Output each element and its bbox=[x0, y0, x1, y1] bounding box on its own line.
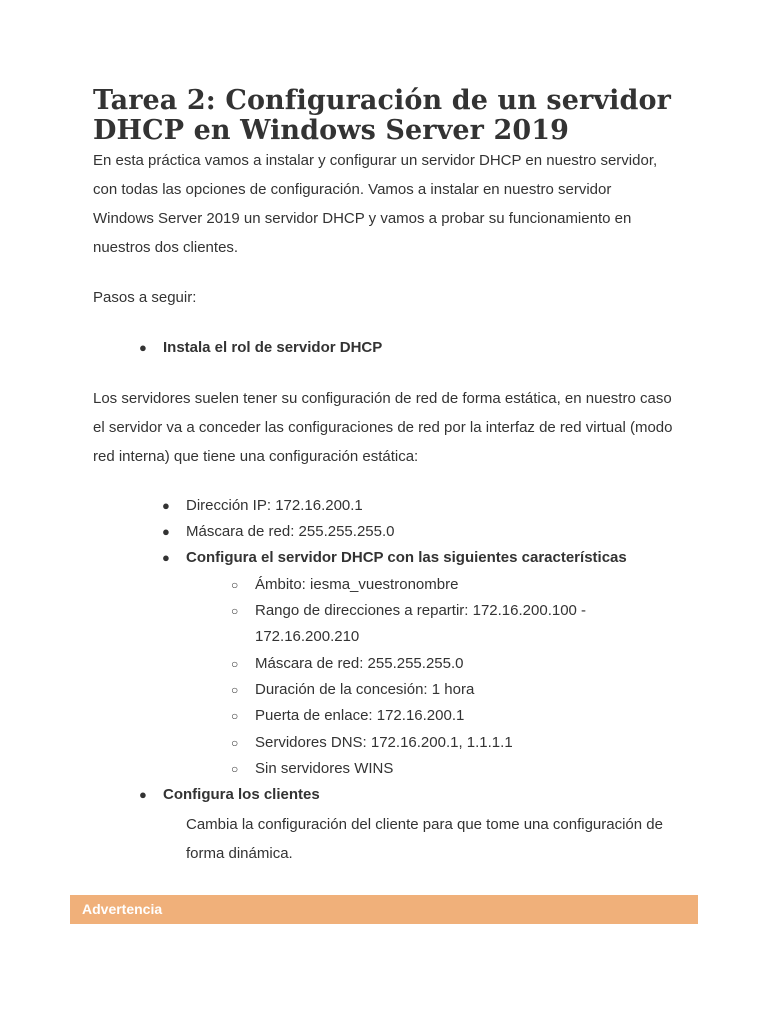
warning-banner-label: Advertencia bbox=[82, 901, 163, 917]
bullet-icon: ● bbox=[162, 550, 170, 565]
warning-banner bbox=[70, 895, 698, 924]
intro-paragraph bbox=[93, 146, 683, 262]
range-label-line-1: Rango de direcciones a repartir: 172.16.200.100 - bbox=[255, 602, 587, 619]
bullet-icon: ● bbox=[162, 524, 170, 539]
circle-bullet-icon: ○ bbox=[231, 762, 239, 776]
range-label-line-2: 172.16.200.210 bbox=[255, 628, 360, 645]
list-item-configure-dhcp bbox=[162, 545, 627, 571]
intro-line-3: Windows Server 2019 un servidor DHCP y vamos a probar su funcionamiento en bbox=[93, 210, 632, 227]
title-line-2: DHCP en Windows Server 2019 bbox=[93, 115, 570, 146]
sub-mask-label: Máscara de red: 255.255.255.0 bbox=[255, 655, 464, 672]
circle-bullet-icon: ○ bbox=[231, 709, 239, 723]
bullet-icon: ● bbox=[139, 787, 147, 802]
configure-dhcp-label: Configura el servidor DHCP con las siguientes características bbox=[186, 549, 627, 566]
dns-label: Servidores DNS: 172.16.200.1, 1.1.1.1 bbox=[255, 734, 513, 751]
steps-heading: Pasos a seguir: bbox=[93, 289, 197, 306]
clients-paragraph bbox=[186, 810, 686, 868]
servers-line-3: red interna) que tiene una configuración estática: bbox=[93, 448, 419, 465]
lease-label: Duración de la concesión: 1 hora bbox=[255, 681, 475, 698]
bullet-icon: ● bbox=[139, 340, 147, 355]
sub-item-dns bbox=[231, 730, 513, 756]
step-configure-clients-label: Configura los clientes bbox=[163, 786, 320, 803]
scope-label: Ámbito: iesma_vuestronombre bbox=[255, 576, 459, 593]
sub-item-range-continued bbox=[255, 624, 359, 650]
sub-item-scope bbox=[231, 572, 459, 598]
page-title bbox=[93, 86, 693, 146]
sub-item-wins bbox=[231, 756, 394, 782]
servers-line-1: Los servidores suelen tener su configuración de red de forma estática, en nuestro caso bbox=[93, 390, 672, 407]
servers-paragraph bbox=[93, 384, 683, 471]
list-item-ip bbox=[162, 493, 363, 519]
step-install-role-label: Instala el rol de servidor DHCP bbox=[163, 339, 383, 356]
step-configure-clients bbox=[139, 782, 320, 808]
title-line-1: Tarea 2: Configuración de un servidor bbox=[93, 85, 671, 116]
circle-bullet-icon: ○ bbox=[231, 683, 239, 697]
bullet-icon: ● bbox=[162, 498, 170, 513]
clients-line-2: forma dinámica. bbox=[186, 845, 293, 862]
mask-label: Máscara de red: 255.255.255.0 bbox=[186, 523, 395, 540]
intro-line-1: En esta práctica vamos a instalar y configurar un servidor DHCP en nuestro servidor, bbox=[93, 152, 658, 169]
circle-bullet-icon: ○ bbox=[231, 604, 239, 618]
intro-line-4: nuestros dos clientes. bbox=[93, 239, 239, 256]
circle-bullet-icon: ○ bbox=[231, 657, 239, 671]
circle-bullet-icon: ○ bbox=[231, 578, 239, 592]
gateway-label: Puerta de enlace: 172.16.200.1 bbox=[255, 707, 465, 724]
servers-line-2: el servidor va a conceder las configuraciones de red por la interfaz de red virtual (modo bbox=[93, 419, 673, 436]
wins-label: Sin servidores WINS bbox=[255, 760, 394, 777]
sub-item-range bbox=[231, 598, 587, 624]
sub-item-gateway bbox=[231, 703, 465, 729]
step-install-role bbox=[139, 335, 383, 361]
circle-bullet-icon: ○ bbox=[231, 736, 239, 750]
sub-item-lease bbox=[231, 677, 475, 703]
intro-line-2: con todas las opciones de configuración. Vamos a instalar en nuestro servidor bbox=[93, 181, 612, 198]
list-item-mask bbox=[162, 519, 395, 545]
clients-line-1: Cambia la configuración del cliente para que tome una configuración de bbox=[186, 816, 663, 833]
ip-label: Dirección IP: 172.16.200.1 bbox=[186, 497, 363, 514]
sub-item-mask bbox=[231, 651, 464, 677]
